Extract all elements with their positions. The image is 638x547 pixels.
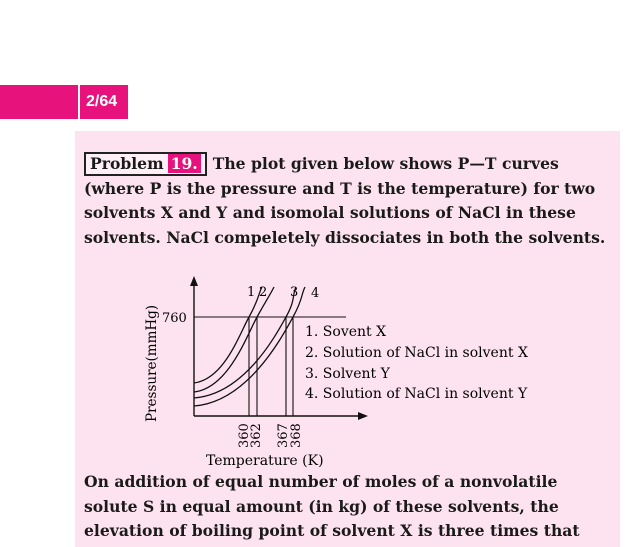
- curve-number-label-3: 3: [290, 285, 299, 300]
- legend-item-4: 4. Solution of NaCl in solvent Y: [305, 386, 528, 402]
- legend: [305, 324, 528, 402]
- legend-item-1: 1. Sovent X: [305, 324, 387, 340]
- problem-intro-text: The plot given below shows P—T curves (where P is the pressure and T is the temperature) for two solvents X and Y and isomolal solutions of NaCl in these solvents. NaCl compeletely dissociates in both the solvents.: [84, 154, 606, 247]
- curve-2: [194, 287, 274, 392]
- y-axis-arrow: [190, 276, 198, 286]
- problem-continuation: On addition of equal number of moles of a nonvolatile solute S in equal amount (in kg) of these solvents, the elevation of boiling point of solvent X is three times that: [84, 472, 580, 540]
- x-axis-arrow: [358, 412, 368, 420]
- pressure-760-label: 760: [162, 311, 187, 326]
- x-tick-label-2: 362: [249, 423, 264, 448]
- curve-number-label-1: 1: [247, 285, 256, 300]
- legend-item-3: 3. Solvent Y: [305, 366, 390, 382]
- legend-item-2: 2. Solution of NaCl in solvent X: [305, 345, 528, 361]
- page-number: 2/64: [78, 85, 117, 119]
- x-axis-label: Temperature (K): [206, 453, 324, 469]
- problem-label: Problem: [90, 154, 164, 173]
- x-tick-label-1: 360: [237, 423, 252, 448]
- curve-number-label-4: 4: [311, 286, 320, 301]
- x-tick-label-4: 368: [289, 423, 304, 448]
- y-axis-label: Pressure(mmHg): [144, 304, 160, 422]
- curve-number-label-2: 2: [259, 285, 268, 300]
- x-tick-label-3: 367: [276, 423, 291, 448]
- problem-number: 19.: [168, 154, 201, 173]
